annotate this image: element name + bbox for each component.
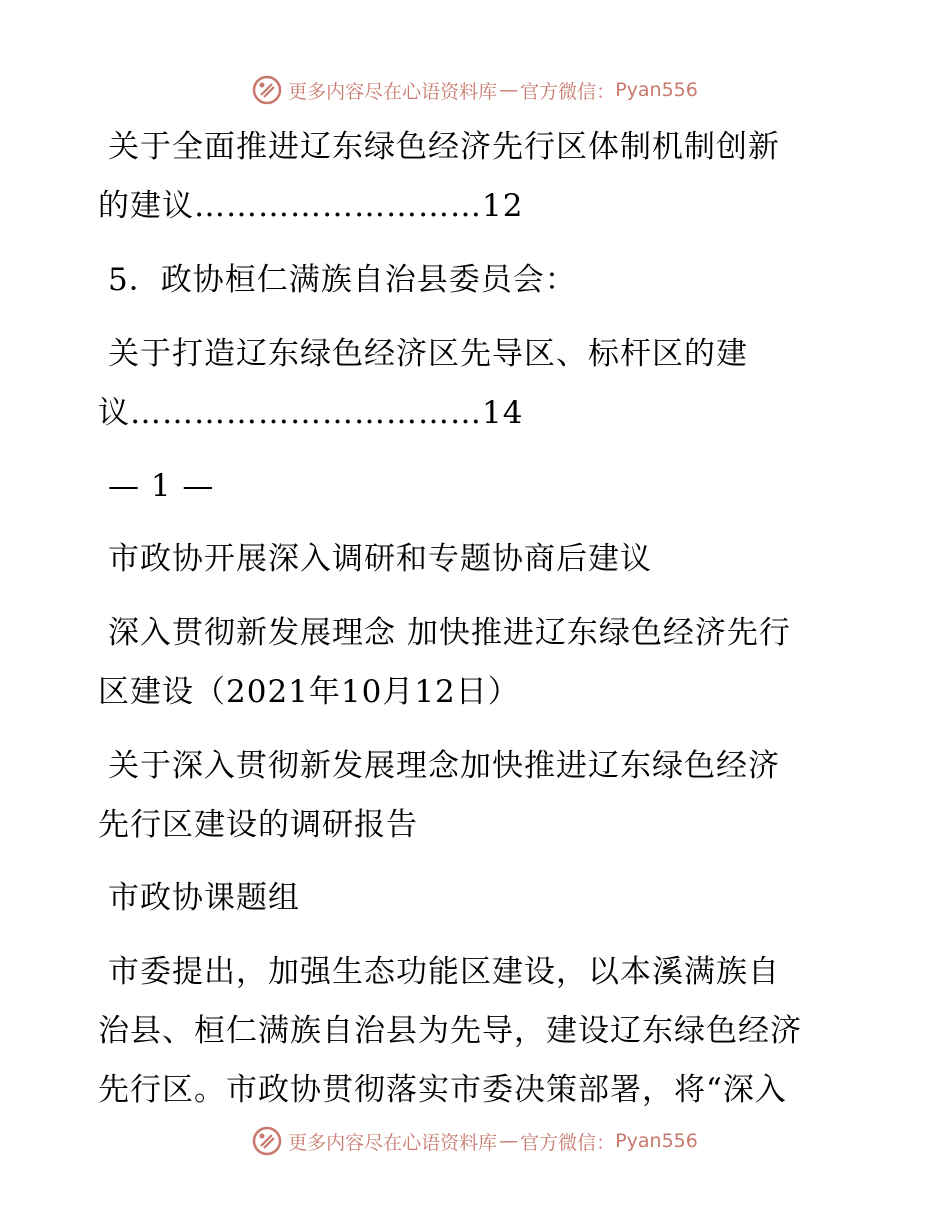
- watermark-header: [0, 70, 950, 110]
- toc-entry-4-title-line1: 关于全面推进辽东绿色经济先行区体制机制创新: [108, 129, 780, 165]
- body-paragraph-line1: 市委提出，加强生态功能区建设，以本溪满族自: [108, 954, 780, 990]
- body-paragraph-line3: 先行区。市政协贯彻落实市委决策部署，将“深入: [98, 1072, 787, 1108]
- report-author: 市政协课题组: [108, 880, 300, 916]
- report-title-line2: 先行区建设的调研报告: [98, 807, 418, 843]
- watermark-text: 更多内容尽在心语资料库: [288, 80, 498, 103]
- toc-entry-5-title-line2: 议……………………………14: [98, 395, 524, 431]
- toc-entry-5-heading: 5．政协桓仁满族自治县委员会：: [108, 262, 577, 298]
- watermark-suffix: 官方微信：: [520, 1131, 616, 1154]
- article-title-line2: 区建设（2021年10月12日）: [98, 674, 520, 710]
- watermark-dash: —: [499, 79, 519, 101]
- watermark-id: Pyan556: [615, 1130, 698, 1152]
- body-paragraph-line2: 治县、桓仁满族自治县为先导，建设辽东绿色经济: [98, 1013, 802, 1049]
- page-number: — 1 —: [108, 468, 215, 504]
- seal-logo-icon: [252, 75, 282, 105]
- watermark-suffix: 官方微信：: [520, 80, 616, 103]
- watermark-text: 更多内容尽在心语资料库: [288, 1131, 498, 1154]
- watermark-footer: [0, 1121, 950, 1161]
- report-title-line1: 关于深入贯彻新发展理念加快推进辽东绿色经济: [108, 748, 780, 784]
- seal-logo-icon: [252, 1126, 282, 1156]
- section-heading: 市政协开展深入调研和专题协商后建议: [108, 541, 652, 577]
- watermark-dash: —: [499, 1130, 519, 1152]
- watermark-id: Pyan556: [615, 79, 698, 101]
- toc-entry-4-title-line2: 的建议………………………12: [98, 188, 524, 224]
- article-title-line1: 深入贯彻新发展理念 加快推进辽东绿色经济先行: [108, 615, 791, 651]
- toc-entry-5-title-line1: 关于打造辽东绿色经济区先导区、标杆区的建: [108, 336, 748, 372]
